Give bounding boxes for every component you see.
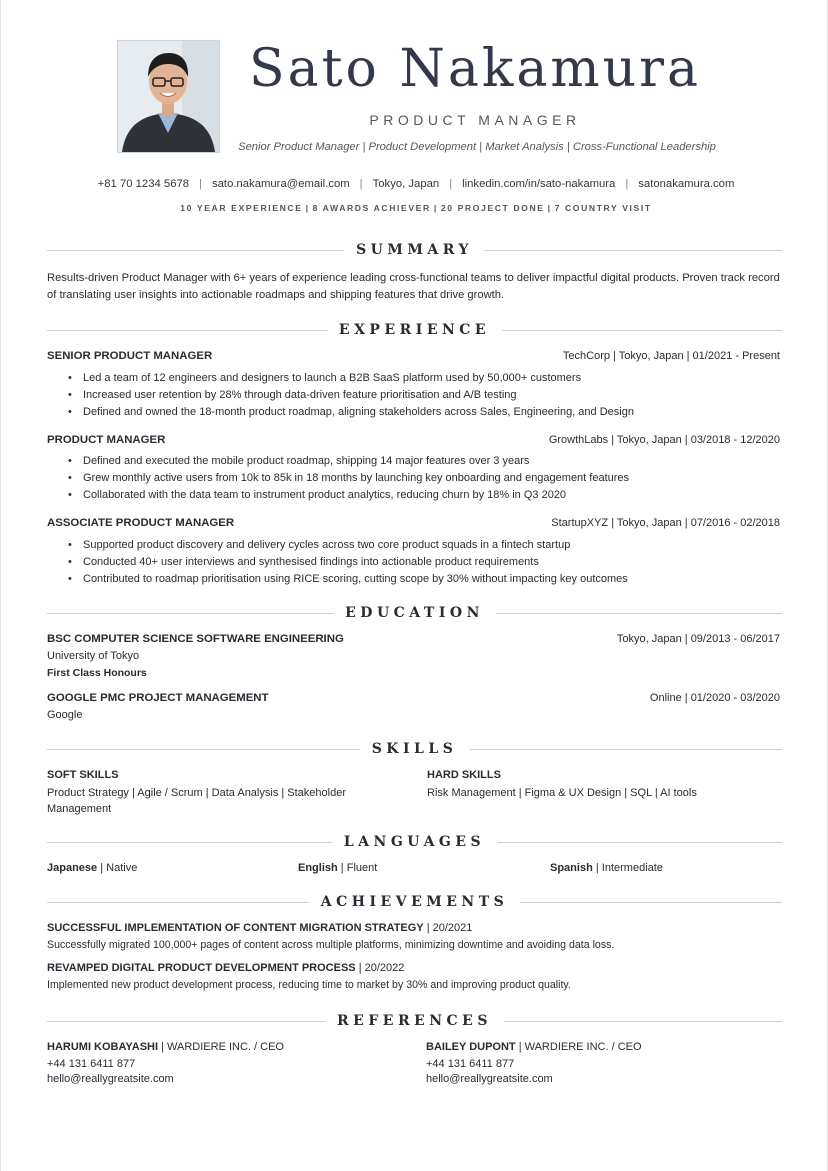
contact-phone[interactable]: +81 70 1234 5678 — [97, 178, 190, 190]
candidate-tagline: Senior Product Manager | Product Development | Market Analysis | Cross-Functional Leadership — [238, 141, 716, 153]
stat-projects: 20 PROJECT DONE — [440, 203, 545, 213]
achievement-text: Successfully migrated 100,000+ pages of content across multiple platforms, minimizing downtime and avoiding data loss. — [47, 939, 615, 951]
contact-location: Tokyo, Japan — [372, 178, 440, 190]
stat-countries: 7 COUNTRY VISIT — [554, 203, 652, 213]
degree-meta: Tokyo, Japan | 09/2013 - 06/2017 — [616, 633, 780, 645]
contact-line — [41, 178, 791, 190]
achievement-heading: REVAMPED DIGITAL PRODUCT DEVELOPMENT PROCESS | 20/2022 — [47, 962, 405, 974]
school-name: University of Tokyo — [47, 650, 140, 662]
list-item: • Defined and owned the 18-month product roadmap, aligning stakeholders across Sales, Engineering, and Design — [47, 404, 782, 421]
contact-website[interactable]: satonakamura.com — [638, 178, 735, 190]
reference-email[interactable]: hello@reallygreatsite.com — [47, 1073, 174, 1085]
soft-skills-title: SOFT SKILLS — [47, 769, 119, 781]
contact-linkedin[interactable]: linkedin.com/in/sato-nakamura — [462, 178, 616, 190]
divider: | — [433, 203, 438, 213]
reference-name: BAILEY DUPONT — [426, 1041, 516, 1053]
achievement-title: SUCCESSFUL IMPLEMENTATION OF CONTENT MIGRATION STRATEGY — [47, 922, 424, 934]
reference-name: HARUMI KOBAYASHI — [47, 1041, 159, 1053]
section-title: SUMMARY — [344, 242, 485, 258]
language-item: English | Fluent — [298, 862, 378, 874]
achievements-header — [47, 894, 782, 910]
soft-skills-text: Product Strategy | Agile / Scrum | Data Analysis | Stakeholder Management — [47, 787, 346, 815]
references-header — [47, 1013, 782, 1029]
language-name: English — [298, 862, 338, 874]
divider: | — [359, 178, 363, 190]
job-title: ASSOCIATE PRODUCT MANAGER — [47, 517, 235, 529]
candidate-role: PRODUCT MANAGER — [369, 112, 581, 128]
skills-header — [47, 741, 782, 757]
degree-title: GOOGLE PMC PROJECT MANAGEMENT — [47, 692, 269, 704]
languages-header — [47, 834, 782, 850]
section-title: LANGUAGES — [332, 834, 497, 850]
section-title: ACHIEVEMENTS — [309, 894, 520, 910]
reference-phone[interactable]: +44 131 6411 877 — [426, 1058, 515, 1070]
section-title: EXPERIENCE — [327, 322, 502, 338]
hard-skills-title: HARD SKILLS — [427, 769, 501, 781]
list-item: • Contributed to roadmap prioritisation using RICE scoring, cutting scope by 30% without impacting key outcomes — [47, 571, 782, 588]
divider: | — [449, 178, 453, 190]
job-title: SENIOR PRODUCT MANAGER — [47, 350, 213, 362]
candidate-name: Sato Nakamura — [248, 39, 702, 99]
achievement-year: 20/2021 — [432, 922, 473, 934]
divider: | — [547, 203, 552, 213]
achievement-text: Implemented new product development process, reducing time to market by 30% and improving product quality. — [47, 979, 571, 991]
section-title: EDUCATION — [333, 605, 496, 621]
job-meta: StartupXYZ | Tokyo, Japan | 07/2016 - 02/2018 — [551, 517, 780, 529]
hard-skills-text: Risk Management | Figma & UX Design | SQL | AI tools — [427, 787, 697, 799]
reference-heading: BAILEY DUPONT | WARDIERE INC. / CEO — [426, 1041, 642, 1053]
list-item: • Collaborated with the data team to instrument product analytics, reducing churn by 18% in Q3 2020 — [47, 487, 782, 504]
stat-experience: 10 YEAR EXPERIENCE — [180, 203, 303, 213]
job-bullets — [47, 370, 782, 421]
job-bullets — [47, 537, 782, 588]
list-item: • Supported product discovery and delivery cycles across two core product squads in a fintech startup — [47, 537, 782, 554]
stats-line — [41, 203, 791, 213]
language-level: Native — [106, 862, 138, 874]
list-item: • Grew monthly active users from 10k to 85k in 18 months by launching key onboarding and engagement features — [47, 470, 782, 487]
stat-awards: 8 AWARDS ACHIEVER — [312, 203, 431, 213]
list-item: • Conducted 40+ user interviews and synthesised findings into actionable product requirements — [47, 554, 782, 571]
achievement-heading: SUCCESSFUL IMPLEMENTATION OF CONTENT MIGRATION STRATEGY | 20/2021 — [47, 922, 473, 934]
job-meta: TechCorp | Tokyo, Japan | 01/2021 - Present — [562, 350, 780, 362]
education-header — [47, 605, 782, 621]
experience-header — [47, 322, 782, 338]
list-item: • Increased user retention by 28% through data-driven feature prioritisation and A/B testing — [47, 387, 782, 404]
language-name: Spanish — [550, 862, 593, 874]
list-item: • Defined and executed the mobile product roadmap, shipping 14 major features over 3 years — [47, 453, 782, 470]
school-name: Google — [47, 709, 83, 721]
reference-phone[interactable]: +44 131 6411 877 — [47, 1058, 136, 1070]
profile-photo — [117, 40, 220, 153]
language-name: Japanese — [47, 862, 98, 874]
section-title: REFERENCES — [325, 1013, 504, 1029]
summary-header — [47, 242, 782, 258]
person-portrait-icon — [118, 41, 219, 152]
language-level: Fluent — [346, 862, 378, 874]
reference-heading: HARUMI KOBAYASHI | WARDIERE INC. / CEO — [47, 1041, 284, 1053]
honours: First Class Honours — [47, 667, 147, 679]
language-item: Spanish | Intermediate — [550, 862, 663, 874]
language-level: Intermediate — [601, 862, 663, 874]
summary-text: Results-driven Product Manager with 6+ years of experience leading cross-functional teams to deliver impactful digital products. Proven track record of translating user insights into actionable roadmaps and shipping features that drive growth. — [47, 272, 780, 301]
achievement-title: REVAMPED DIGITAL PRODUCT DEVELOPMENT PROCESS — [47, 962, 356, 974]
section-title: SKILLS — [360, 741, 470, 757]
reference-company: WARDIERE INC. / CEO — [524, 1041, 642, 1053]
divider: | — [625, 178, 629, 190]
divider: | — [199, 178, 202, 190]
list-item: • Led a team of 12 engineers and designers to launch a B2B SaaS platform used by 50,000+ customers — [47, 370, 782, 387]
reference-company: WARDIERE INC. / CEO — [167, 1041, 284, 1053]
contact-email[interactable]: sato.nakamura@email.com — [212, 178, 350, 190]
degree-meta: Online | 01/2020 - 03/2020 — [649, 692, 780, 704]
degree-title: BSC COMPUTER SCIENCE SOFTWARE ENGINEERING — [47, 633, 344, 645]
language-item: Japanese | Native — [47, 862, 138, 874]
job-meta: GrowthLabs | Tokyo, Japan | 03/2018 - 12/2020 — [548, 434, 780, 446]
reference-email[interactable]: hello@reallygreatsite.com — [426, 1073, 553, 1085]
job-title: PRODUCT MANAGER — [47, 434, 166, 446]
job-bullets — [47, 453, 782, 504]
achievement-year: 20/2022 — [364, 962, 405, 974]
divider: | — [305, 203, 310, 213]
